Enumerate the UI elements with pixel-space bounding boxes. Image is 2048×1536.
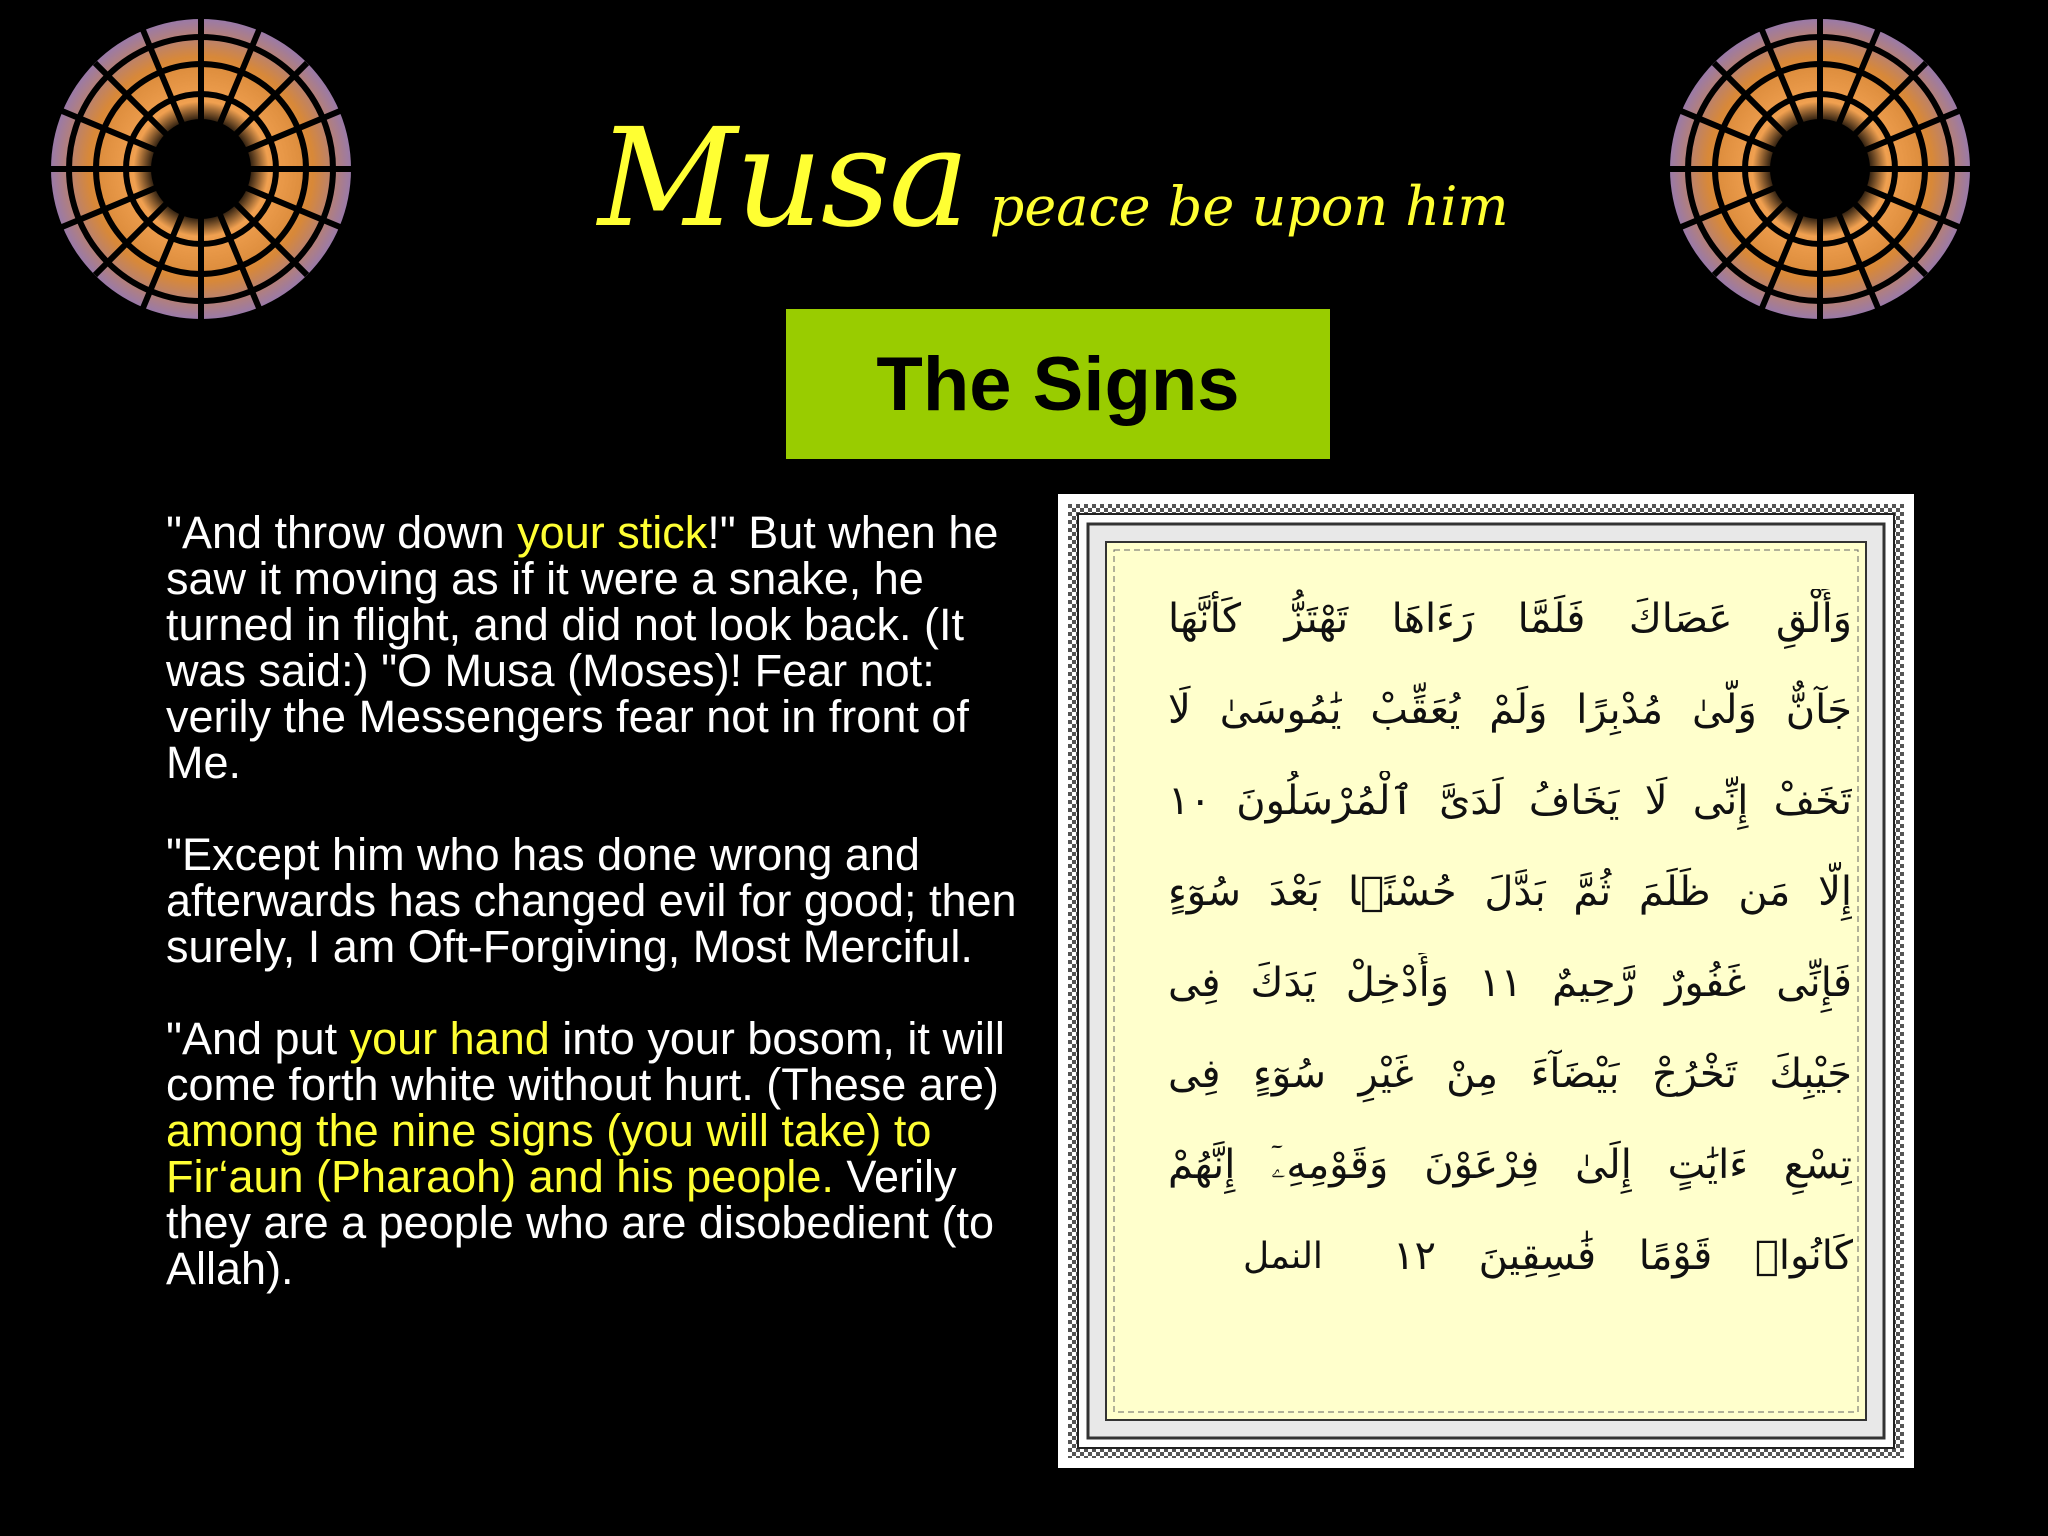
p1-text-c: !" But when he saw it moving as if it were a snake, he turned in flight, and did not look back. (It was said:) "O Musa (Moses)! Fear not: verily the Messengers fear not in front of Me. bbox=[166, 507, 999, 788]
section-heading-box bbox=[786, 309, 1330, 459]
arabic-line-6: جَيْبِكَ تَخْرُجْ بَيْضَآءَ مِنْ غَيْرِ سُوٓءٍ فِى bbox=[1168, 1051, 1852, 1097]
arabic-line-2: جَآنٌّ وَلَّىٰ مُدْبِرًا وَلَمْ يُعَقِّبْ يَٰمُوسَىٰ لَا bbox=[1168, 687, 1852, 733]
p1-text-a: "And throw down bbox=[166, 507, 518, 558]
p2-text-a: "Except him who has done wrong and afterwards has changed evil for good; then surely, I am Oft-Forgiving, Most Merciful. bbox=[166, 829, 1017, 972]
title-main: Musa bbox=[598, 100, 968, 258]
surah-name: النمل bbox=[1243, 1236, 1323, 1277]
p3-highlight-hand: your hand bbox=[349, 1013, 550, 1064]
p1-highlight: your stick bbox=[517, 507, 708, 558]
arabic-line-7: تِسْعِ ءَايَٰتٍ إِلَىٰ فِرْعَوْنَ وَقَوْمِهِۦٓ إِنَّهُمْ bbox=[1168, 1142, 1852, 1188]
calligraphy-ornament-right bbox=[1665, 14, 1975, 324]
p3-text-e: Verily they are a people who are disobedient (to Allah). bbox=[166, 1151, 995, 1294]
paragraph-1 bbox=[166, 507, 1046, 788]
arabic-line-1: وَأَلْقِ عَصَاكَ فَلَمَّا رَءَاهَا تَهْتَزُّ كَأَنَّهَا bbox=[1168, 596, 1852, 642]
p3-highlight-signs: among the nine signs (you will take) to Fir‘aun (Pharaoh) and his people. bbox=[166, 1105, 932, 1202]
arabic-line-5: فَإِنِّى غَفُورٌ رَّحِيمٌ ١١ وَأَدْخِلْ يَدَكَ فِى bbox=[1168, 960, 1852, 1006]
paragraph-2 bbox=[166, 829, 1046, 972]
arabic-line-3: تَخَفْ إِنِّى لَا يَخَافُ لَدَىَّ ٱلْمُرْسَلُونَ ١٠ bbox=[1168, 778, 1852, 824]
section-heading: The Signs bbox=[876, 341, 1240, 427]
paragraph-3 bbox=[166, 1013, 1046, 1294]
p3-text-a: "And put bbox=[166, 1013, 350, 1064]
verse-translation bbox=[166, 507, 1046, 1338]
quran-page-image bbox=[1058, 494, 1914, 1468]
arabic-line-8: كَانُوا۟ قَوْمًا فَٰسِقِينَ ١٢ bbox=[1393, 1233, 1853, 1279]
arabic-line-4: إِلَّا مَن ظَلَمَ ثُمَّ بَدَّلَ حُسْنًۢا بَعْدَ سُوٓءٍ bbox=[1168, 869, 1852, 915]
p3-text-c: into your bosom, it will come forth white without hurt. (These are) bbox=[166, 1013, 1005, 1110]
slide-title bbox=[598, 100, 1509, 260]
calligraphy-ornament-left bbox=[46, 14, 356, 324]
title-subtitle: peace be upon him bbox=[989, 175, 1509, 238]
